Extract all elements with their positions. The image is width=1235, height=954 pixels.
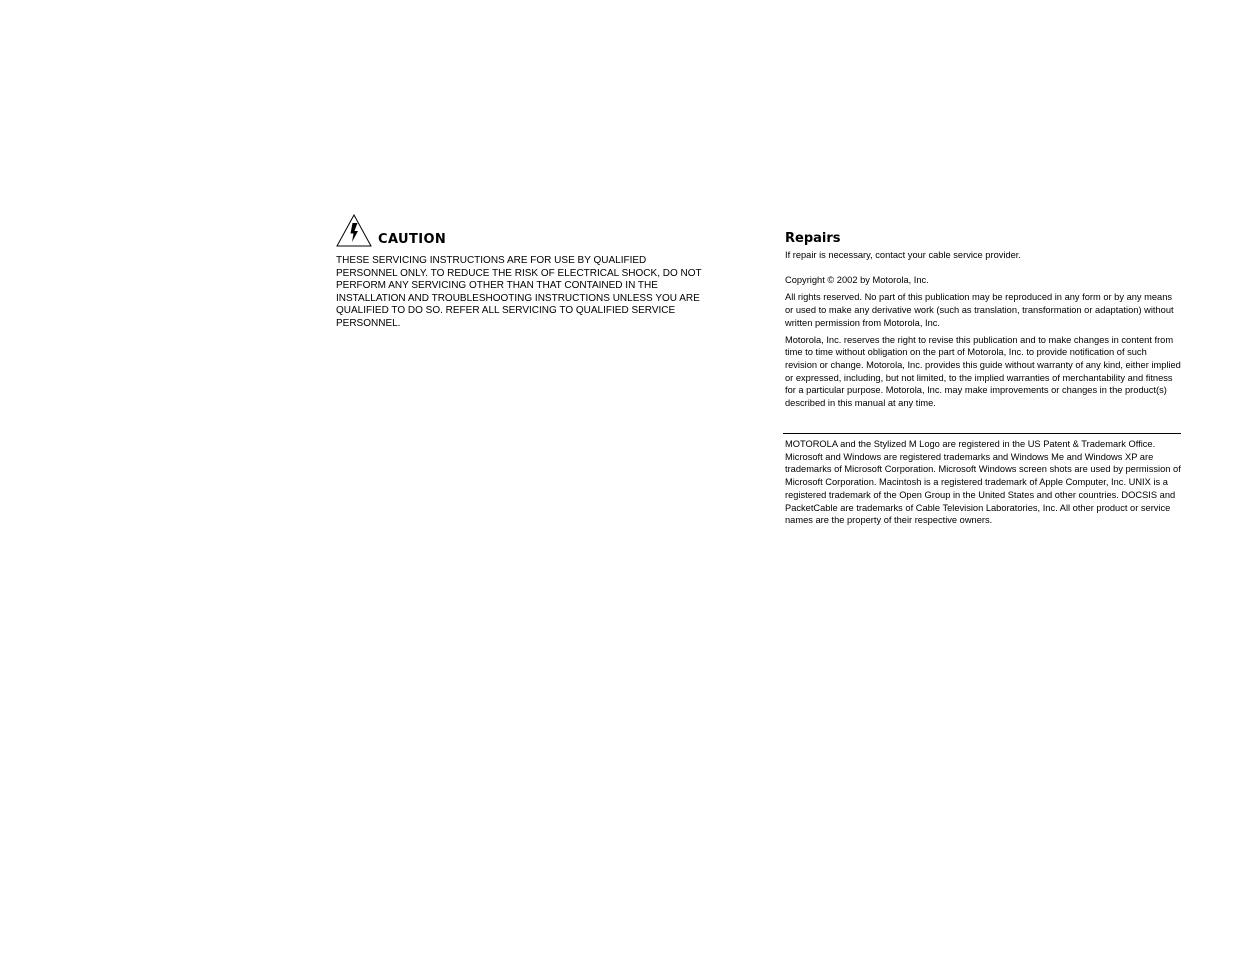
caution-header: [336, 214, 708, 247]
electrical-shock-warning-icon: [336, 214, 372, 247]
repair-contact-text: If repair is necessary, contact your cable service provider.: [785, 250, 1021, 260]
trademarks-text: MOTOROLA and the Stylized M Logo are registered in the US Patent & Trademark Office. Microsoft and Windows are registered trademarks and Windows Me and Windows XP are trademarks of Microsoft Corporation. Microsoft Windows screen shots are used by permission of Microsoft Corporation. Macintosh is a registered trademark of Apple Computer, Inc. UNIX is a registered trademark of the Open Group in the United States and other countries. DOCSIS and PacketCable are trademarks of Cable Television Laboratories, Inc. All other product or service names are the property of their respective owners.: [785, 439, 1181, 526]
caution-text: THESE SERVICING INSTRUCTIONS ARE FOR USE BY QUALIFIED PERSONNEL ONLY. TO REDUCE THE RISK OF ELECTRICAL SHOCK, DO NOT PERFORM ANY SERVICING OTHER THAN THAT CONTAINED IN THE INSTALLATION AND TROUBLESHOOTING INSTRUCTIONS UNLESS YOU ARE QUALIFIED TO DO SO. REFER ALL SERVICING TO QUALIFIED SERVICE PERSONNEL.: [336, 255, 702, 329]
rights-reserved-text: All rights reserved. No part of this publication may be reproduced in any form or by any means or used to make any derivative work (such as translation, transformation or adaptation) without written permission from Motorola, Inc.: [785, 292, 1174, 328]
copyright-notice: Copyright © 2002 by Motorola, Inc.: [785, 274, 929, 285]
caution-title: CAUTION: [378, 232, 447, 247]
repairs-section: [785, 230, 1181, 410]
revision-disclaimer-text: Motorola, Inc. reserves the right to revise this publication and to make changes in content from time to time without obligation on the part of Motorola, Inc. to provide notification of such revision or change. Motorola, Inc. provides this guide without warranty of any kind, either implied or expressed, including, but not limited, to the implied warranties of merchantability and fitness for a particular purpose. Motorola, Inc. may make improvements or changes in the product(s) described in this manual at any time.: [785, 334, 1181, 409]
repairs-heading: Repairs: [785, 231, 841, 246]
caution-section: [336, 214, 708, 331]
section-divider: [783, 433, 1181, 434]
